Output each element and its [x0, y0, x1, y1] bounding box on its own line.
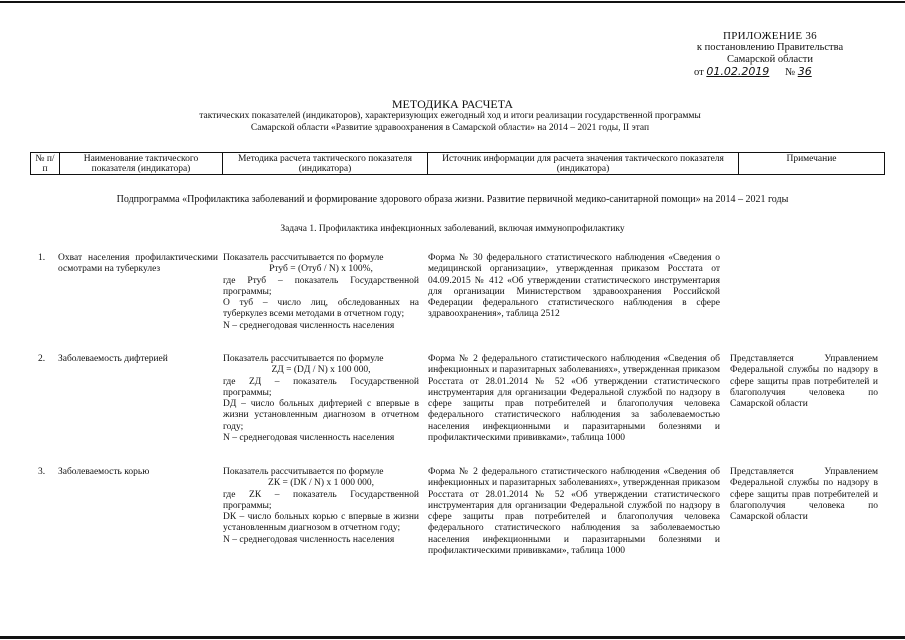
date-prefix: от	[694, 67, 704, 78]
subtitle-line1: тактических показателей (индикаторов), характеризующих ежегодный ход и итоги реализации государственной программы	[199, 111, 701, 121]
appendix-line2: к постановлению Правительства	[696, 42, 844, 53]
formula: ZД = (DД / N) x 100 000,	[271, 365, 371, 376]
information-source: Форма № 30 федерального статистического наблюдения «Сведения о медицинской организации», утвержденная приказом Росстата от 04.09.2015 № 412 «Об утверждении статистического инструментария для организации Министерством здравоохранения Российской Федерации федерального статистического наблюдения в сфере здравоохранения», таблица 2512	[428, 253, 720, 320]
method-line: где Pтуб – показатель Государственной программы;	[223, 275, 419, 297]
row-number: 3.	[38, 467, 46, 477]
table-header	[30, 152, 885, 175]
note: Представляется Управлением Федеральной службы по надзору в сфере защиты прав потребителей и благополучия человека по Самарской области	[730, 467, 878, 523]
information-source: Форма № 2 федерального статистического наблюдения «Сведения об инфекционных и паразитарных заболеваниях», утвержденная приказом Росстата от 28.01.2014 № 52 «Об утверждении статистического инструментария для организации Федеральной службой по надзору в сфере защиты прав потребителей и благополучия человека федерального статистического наблюдения за заболеваемостью населения инфекционными и паразитарными болезнями и профилактическими прививками», таблица 1000	[428, 467, 720, 557]
header-col-name: Наименование тактического показателя (индикатора)	[60, 153, 223, 175]
appendix-date-line	[690, 66, 850, 79]
method-intro: Показатель рассчитывается по формуле	[223, 467, 384, 477]
note: Представляется Управлением Федеральной службы по надзору в сфере защиты прав потребителей и благополучия человека по Самарской области	[730, 354, 878, 410]
header-col-note: Примечание	[739, 153, 885, 175]
top-border-line	[0, 1, 905, 3]
formula: Pтуб = (Oтуб / N) x 100%,	[269, 264, 373, 275]
indicator-name: Охват населения профилактическими осмотрами на туберкулез	[58, 253, 218, 275]
method-line: DК – число больных корью с впервые в жизни установленным диагнозом в отчетном году;	[223, 512, 419, 534]
calculation-method	[223, 253, 419, 332]
method-line: где ZД – показатель Государственной программы;	[223, 376, 419, 398]
method-line: DД – число больных дифтерией с впервые в жизни установленным диагнозом в отчетном году;	[223, 399, 419, 432]
indicator-name: Заболеваемость дифтерией	[58, 354, 168, 364]
method-line: O туб – число лиц, обследованных на туберкулез всеми методами в отчетном году;	[223, 298, 419, 320]
subtitle-line2: Самарской области «Развитие здравоохранения в Самарской области» на 2014 – 2021 годы, II этап	[250, 123, 650, 133]
method-line: N – среднегодовая численность населения	[223, 433, 395, 444]
subprogram-heading: Подпрограмма «Профилактика заболеваний и формирование здорового образа жизни. Развитие первичной медико-санитарной помощи» на 2014 – 2021 годы	[116, 194, 789, 205]
method-intro: Показатель рассчитывается по формуле	[223, 354, 384, 364]
method-line: где ZК – показатель Государственной программы;	[223, 489, 419, 511]
header-col-source: Источник информации для расчета значения тактического показателя (индикатора)	[428, 153, 739, 175]
row-number: 2.	[38, 354, 46, 364]
appendix-date: 01.02.2019	[706, 65, 770, 78]
method-line: N – среднегодовая численность населения	[223, 320, 395, 331]
appendix-title: ПРИЛОЖЕНИЕ 36	[723, 30, 817, 42]
appendix-line3: Самарской области	[727, 54, 813, 65]
calculation-method	[223, 354, 419, 444]
calculation-method	[223, 467, 419, 546]
task-heading: Задача 1. Профилактика инфекционных заболеваний, включая иммунопрофилактику	[280, 224, 625, 234]
information-source: Форма № 2 федерального статистического наблюдения «Сведения об инфекционных и паразитарных заболеваниях», утвержденная приказом Росстата от 28.01.2014 № 52 «Об утверждении статистического инструментария для организации Федеральной службой по надзору в сфере защиты прав потребителей и благополучия человека федерального статистического наблюдения за заболеваемостью населения инфекционными и паразитарными болезнями и профилактическими прививками», таблица 1000	[428, 354, 720, 444]
document-title: МЕТОДИКА РАСЧЕТА	[391, 97, 514, 111]
formula: ZК = (DК / N) x 1 000 000,	[268, 478, 374, 489]
appendix-block	[690, 30, 850, 79]
header-col-num: № п/п	[31, 153, 60, 175]
row-number: 1.	[38, 253, 46, 263]
header-col-method: Методика расчета тактического показателя (индикатора)	[223, 153, 428, 175]
number-prefix: №	[785, 67, 796, 78]
bottom-border-line	[0, 636, 905, 639]
method-line: N – среднегодовая численность населения	[223, 534, 395, 545]
document-subtitle	[130, 110, 770, 134]
appendix-number: 36	[797, 65, 812, 78]
indicator-name: Заболеваемость корью	[58, 467, 150, 477]
method-intro: Показатель рассчитывается по формуле	[223, 253, 384, 263]
